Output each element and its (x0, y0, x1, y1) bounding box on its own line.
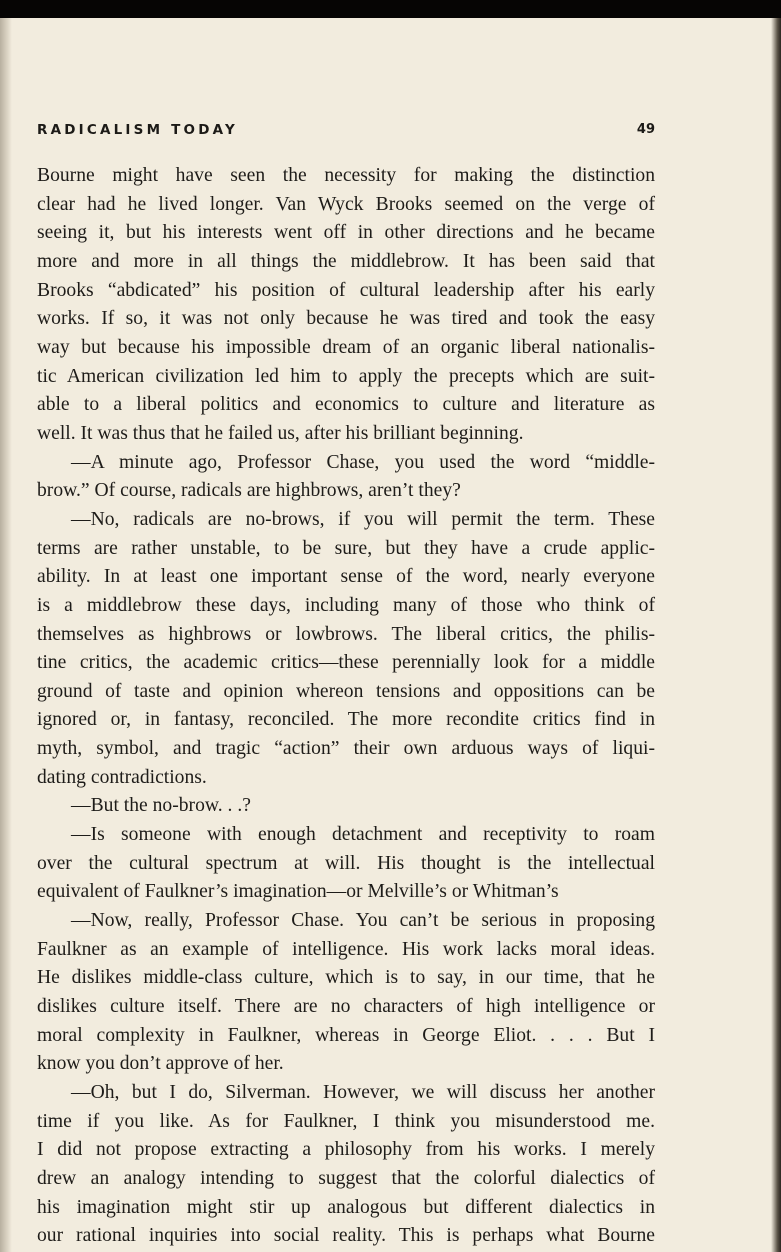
text-line: his imagination might stir up analogous but different dialectics in (37, 1196, 655, 1218)
text-line: terms are rather unstable, to be sure, but they have a crude applic- (37, 537, 655, 559)
text-line: well. It was thus that he failed us, after his brilliant beginning. (37, 422, 524, 444)
page-edge-shadow (771, 18, 781, 1252)
text-line: our rational inquiries into social reality. This is perhaps what Bourne (37, 1225, 655, 1247)
page-number: 49 (636, 122, 655, 137)
text-line: way but because his impossible dream of an organic liberal nationalis- (37, 336, 655, 358)
text-line: tine critics, the academic critics—these perennially look for a middle (37, 652, 655, 674)
text-line: moral complexity in Faulkner, whereas in George Eliot. . . . But I (37, 1024, 655, 1046)
scan-top-border (0, 0, 781, 18)
text-line: over the cultural spectrum at will. His thought is the intellectual (37, 852, 655, 874)
text-line: ability. In at least one important sense of the word, nearly everyone (37, 566, 655, 588)
text-line: more and more in all things the middlebrow. It has been said that (37, 250, 655, 272)
text-line: time if you like. As for Faulkner, I think you misunderstood me. (37, 1110, 655, 1132)
text-line: —Is someone with enough detachment and receptivity to roam (71, 824, 655, 846)
page-gutter-shadow (0, 18, 12, 1252)
text-line: —A minute ago, Professor Chase, you used the word “middle- (71, 451, 655, 473)
text-line: works. If so, it was not only because he was tired and took the easy (37, 308, 655, 330)
text-line: Faulkner as an example of intelligence. His work lacks moral ideas. (37, 938, 655, 960)
text-line: drew an analogy intending to suggest that the colorful dialectics of (37, 1167, 655, 1189)
text-line: equivalent of Faulkner’s imagination—or Melville’s or Whitman’s (37, 881, 559, 903)
running-title: RADICALISM TODAY (37, 122, 238, 138)
text-line: —But the no-brow. . .? (71, 795, 251, 817)
text-line: ground of taste and opinion whereon tensions and oppositions can be (37, 680, 655, 702)
text-line: ignored or, in fantasy, reconciled. The more recondite critics find in (37, 709, 655, 731)
text-line: —Now, really, Professor Chase. You can’t be serious in proposing (71, 910, 655, 932)
text-line: I did not propose extracting a philosophy from his works. I merely (37, 1139, 655, 1161)
text-line: clear had he lived longer. Van Wyck Brooks seemed on the verge of (37, 193, 655, 215)
text-line: is a middlebrow these days, including many of those who think of (37, 594, 655, 616)
text-line: He dislikes middle-class culture, which is to say, in our time, that he (37, 967, 655, 989)
text-line: Brooks “abdicated” his position of cultural leadership after his early (37, 279, 655, 301)
body-text (37, 162, 655, 1251)
text-line: dislikes culture itself. There are no characters of high intelligence or (37, 996, 655, 1018)
text-line: seeing it, but his interests went off in other directions and he became (37, 222, 655, 244)
text-line: tic American civilization led him to apply the precepts which are suit- (37, 365, 655, 387)
text-line: myth, symbol, and tragic “action” their own arduous ways of liqui- (37, 738, 655, 760)
text-line: dating contradictions. (37, 766, 207, 788)
text-line: know you don’t approve of her. (37, 1053, 284, 1075)
text-line: themselves as highbrows or lowbrows. The liberal critics, the philis- (37, 623, 655, 645)
text-line: —Oh, but I do, Silverman. However, we will discuss her another (71, 1082, 655, 1103)
running-header (37, 122, 655, 142)
text-line: able to a liberal politics and economics to culture and literature as (37, 394, 655, 416)
text-line: brow.” Of course, radicals are highbrows, aren’t they? (37, 480, 461, 502)
text-line: Bourne might have seen the necessity for making the distinction (37, 165, 655, 186)
text-line: —No, radicals are no-brows, if you will permit the term. These (71, 508, 655, 530)
